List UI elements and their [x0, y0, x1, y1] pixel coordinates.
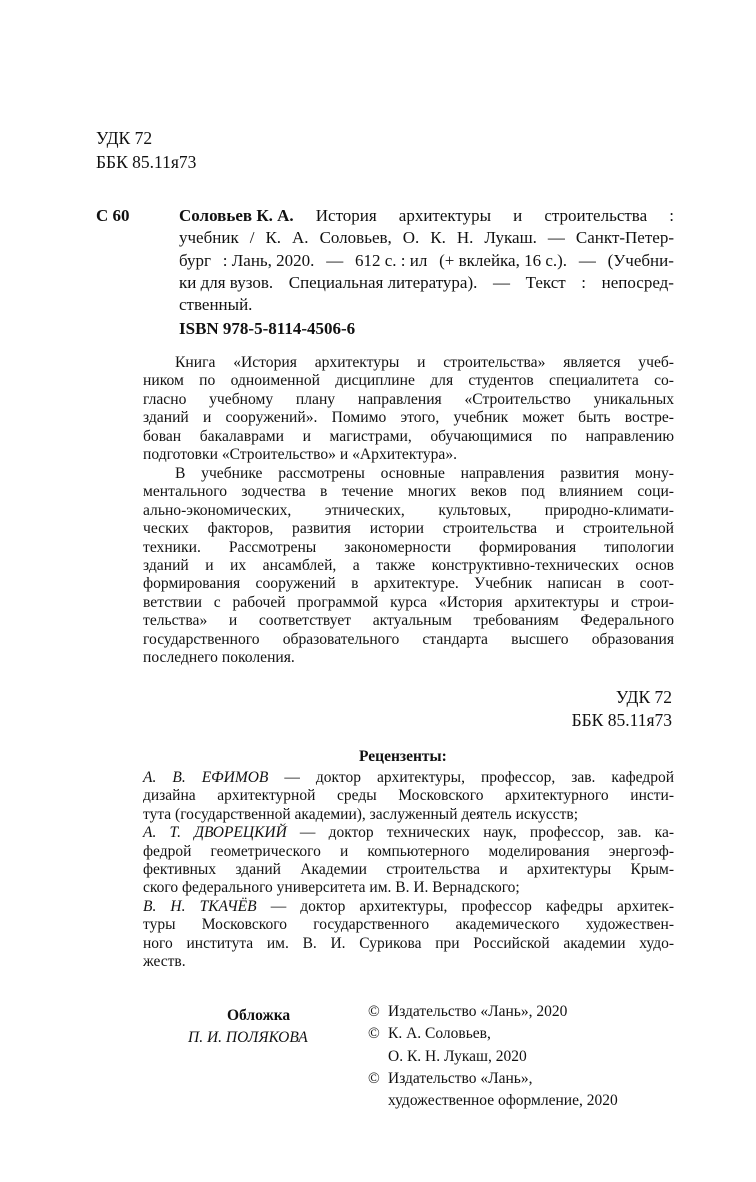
reviewer-line — [143, 844, 674, 860]
citation-word: непосред- — [601, 272, 674, 292]
citation-word: архитектуры — [398, 206, 492, 225]
abstract-text: бован бакалаврами и магистрами, обучающимися по направлению — [143, 427, 674, 445]
citation-word: Соловьев К. А. — [179, 206, 294, 225]
reviewer-line — [143, 770, 674, 786]
reviewer-name: А. В. ЕФИМОВ — [143, 769, 269, 786]
reviewer-line — [143, 917, 674, 933]
abstract-text: ально-экономических, этнических, культовых, природно-климати- — [143, 501, 674, 519]
cover-label: Обложка — [227, 1007, 291, 1024]
citation-word: — — [493, 272, 510, 292]
citation-word: История — [315, 206, 377, 225]
abstract-line — [143, 429, 674, 445]
reviewer-line — [143, 807, 578, 823]
citation-word: Н. — [456, 228, 474, 248]
copyright-line: О. К. Н. Лукаш, 2020 — [388, 1047, 527, 1065]
citation-word: ки для вузов. — [179, 272, 274, 292]
abstract-text: ником по одноименной дисциплине для студентов специалитета со- — [143, 372, 674, 390]
abstract-text: гласно учебному плану направления «Строительство уникальных — [143, 390, 674, 408]
abstract-text: техники. Рассмотрены закономерности формирования типологии — [143, 538, 674, 556]
abstract-line — [143, 595, 674, 611]
copyright-symbol: © — [368, 1025, 380, 1043]
abstract-line — [175, 355, 674, 371]
abstract-line — [143, 613, 674, 629]
reviewer-name: В. Н. ТКАЧЁВ — [143, 897, 257, 915]
abstract-line — [143, 576, 674, 592]
citation-word: (Учебни- — [607, 250, 674, 270]
abstract-text: зданий и сооружений». Помимо этого, учебник может быть востре- — [143, 409, 674, 427]
reviewer-name: А. Т. ДВОРЕЦКИЙ — [143, 824, 287, 842]
abstract-text: ческих факторов, развития истории строительства и строительной — [143, 520, 674, 538]
reviewer-text: фективных зданий Академии строительства и архитектуры Крым- — [143, 861, 674, 878]
citation-word: — — [326, 250, 344, 270]
abstract-line — [175, 466, 674, 482]
copyright-symbol: © — [368, 1003, 380, 1020]
abstract-line — [143, 410, 674, 426]
citation-word: : Лань, 2020. — [222, 250, 315, 270]
abstract-text: В учебнике рассмотрены основные направления развития мону- — [175, 464, 674, 482]
reviewer-line — [143, 936, 674, 952]
copyright-symbol: © — [368, 1069, 380, 1087]
citation-line — [179, 274, 674, 291]
citation-word: Санкт-Петер- — [575, 228, 674, 248]
citation-line: ственный. — [179, 295, 253, 315]
citation-word: строительства — [544, 206, 648, 225]
reviewers-heading: Рецензенты: — [359, 748, 447, 765]
reviewer-line — [143, 862, 674, 878]
abstract-line — [143, 447, 457, 463]
citation-word: : — [669, 206, 674, 225]
citation-word: бург — [179, 250, 211, 270]
reviewer-text: — доктор технических наук, профессор, зав. ка- — [286, 824, 675, 842]
citation-word: Специальная литература). — [288, 272, 478, 292]
abstract-text: государственного образовательного стандарта высшего образования — [143, 630, 674, 648]
abstract-text: формирования сооружений в архитектуре. Учебник написан в соот- — [143, 575, 674, 593]
abstract-text: подготовки «Строительство» и «Архитектура». — [143, 446, 458, 464]
abstract-text: последнего поколения. — [143, 649, 295, 667]
reviewer-line — [143, 899, 674, 915]
citation-line — [179, 207, 674, 224]
citation-word: — — [547, 228, 565, 248]
citation-word: учебник — [179, 228, 239, 248]
abstract-line — [143, 650, 295, 666]
reviewer-text: дизайна архитектурной среды Московского архитектурного инсти- — [143, 787, 674, 805]
reviewer-text: ного института им. В. И. Сурикова при Российской академии худо- — [143, 934, 674, 952]
copyright-line: Издательство «Лань», — [388, 1069, 533, 1087]
reviewer-text: туры Московского государственного академического художествен- — [143, 916, 674, 934]
reviewer-text: ского федерального университета им. В. И. Вернадского; — [143, 879, 520, 897]
abstract-text: ветствии с рабочей программой курса «История архитектуры и строи- — [143, 593, 674, 611]
reviewer-line — [143, 880, 520, 896]
reviewer-text: федрой геометрического и компьютерного моделирования энергоэф- — [143, 842, 674, 860]
abstract-line — [143, 484, 674, 500]
bbk-top: ББК 85.11я73 — [96, 152, 197, 172]
isbn: ISBN 978-5-8114-4506-6 — [179, 319, 356, 338]
abstract-line — [143, 540, 674, 556]
abstract-line — [143, 521, 674, 537]
citation-word: : — [581, 272, 587, 292]
reviewer-text: — доктор архитектуры, профессор кафедры архитек- — [256, 897, 674, 915]
citation-word: О. — [402, 228, 420, 248]
citation-word: Соловьев, — [319, 228, 392, 248]
bbk-bottom: ББК 85.11я73 — [571, 710, 672, 730]
author-mark: С 60 — [96, 206, 130, 225]
reviewer-line — [143, 825, 674, 841]
citation-word: 612 с. : ил — [354, 250, 428, 270]
abstract-text: ментального зодчества в течение многих веков под влиянием соци- — [143, 483, 674, 501]
abstract-text: Книга «История архитектуры и строительства» является учеб- — [175, 354, 674, 371]
abstract-line — [143, 503, 674, 519]
cover-artist: П. И. ПОЛЯКОВА — [188, 1029, 308, 1046]
citation-line — [179, 252, 674, 269]
citation-word: А. — [292, 228, 309, 248]
abstract-text: тельства» и соответствует актуальным требованиям Федерального — [143, 612, 674, 630]
reviewer-line — [143, 788, 674, 804]
abstract-text: зданий и их ансамблей, а также конструктивно-технических основ — [143, 556, 674, 574]
citation-word: (+ вклейка, 16 с.). — [439, 250, 568, 270]
copyright-line: художественное оформление, 2020 — [388, 1092, 618, 1110]
reviewer-text: — доктор архитектуры, профессор, зав. кафедрой — [268, 769, 674, 786]
abstract-line — [143, 373, 674, 389]
copyright-line: Издательство «Лань», 2020 — [388, 1003, 568, 1020]
udk-bottom: УДК 72 — [615, 687, 672, 707]
reviewer-text: жеств. — [143, 953, 186, 970]
citation-line — [179, 229, 674, 246]
citation-word: К. — [430, 228, 446, 248]
citation-word: Текст — [525, 272, 566, 292]
citation-word: К. — [265, 228, 282, 248]
abstract-line — [143, 392, 674, 408]
reviewer-text: тута (государственной академии), заслуженный деятель искусств; — [143, 805, 579, 823]
citation-word: и — [513, 206, 523, 225]
citation-word: Лукаш. — [484, 228, 537, 248]
udk-top: УДК 72 — [96, 128, 153, 148]
copyright-line: К. А. Соловьев, — [388, 1025, 491, 1043]
reviewer-line — [143, 954, 186, 970]
citation-word: / — [249, 228, 255, 248]
abstract-line — [143, 558, 674, 574]
citation-word: — — [578, 250, 596, 270]
abstract-line — [143, 632, 674, 648]
